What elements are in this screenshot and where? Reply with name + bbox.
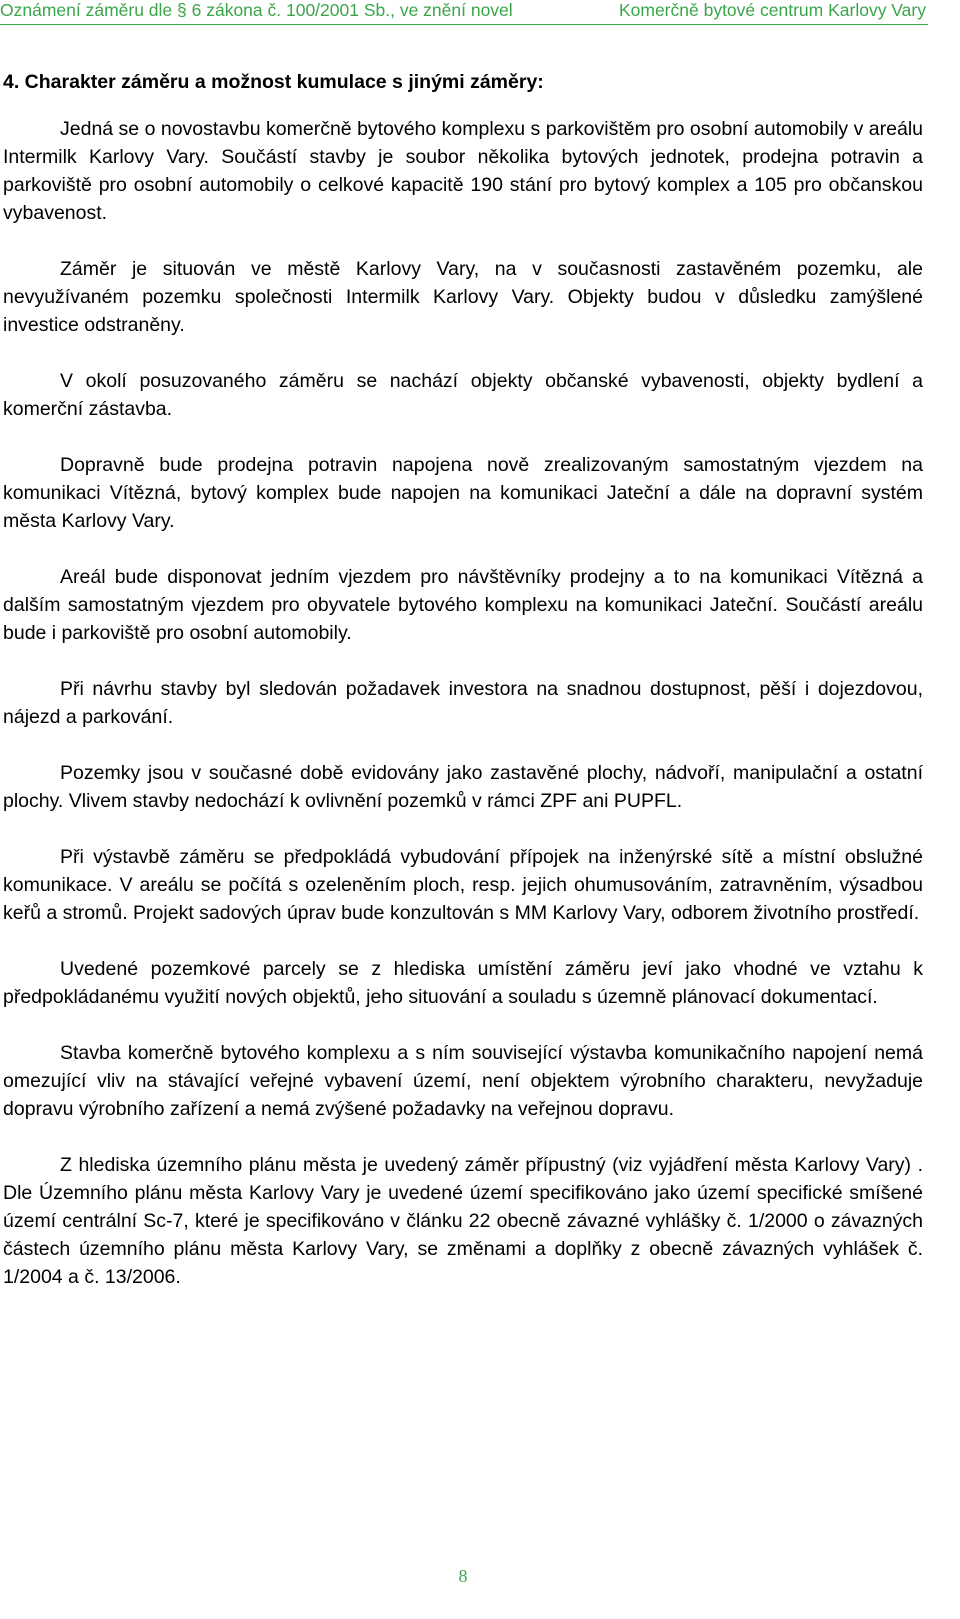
- paragraph: Při výstavbě záměru se předpokládá vybudování přípojek na inženýrské sítě a místní obslužné komunikace. V areálu se počítá s ozeleněním ploch, resp. jejich ohumusováním, zatravněním, výsadbou keřů a stromů. Projekt sadových úprav bude konzultován s MM Karlovy Vary, odborem životního prostředí.: [3, 846, 923, 924]
- paragraph: Stavba komerčně bytového komplexu a s ním související výstavba komunikačního napojení nemá omezující vliv na stávající veřejné vybavení území, není objektem výrobního charakteru, nevyžaduje dopravu výrobního zařízení a nemá zvýšené požadavky na veřejnou dopravu.: [3, 1042, 923, 1120]
- paragraph: Jedná se o novostavbu komerčně bytového komplexu s parkovištěm pro osobní automobily v areálu Intermilk Karlovy Vary. Součástí stavby je soubor několika bytových jednotek, prodejna potravin a parkoviště pro osobní automobily o celkové kapacitě 190 stání pro bytový komplex a 105 pro občanskou vybavenost.: [3, 118, 923, 224]
- paragraph: Uvedené pozemkové parcely se z hlediska umístění záměru jeví jako vhodné ve vztahu k předpokládanému využití nových objektů, jeho situování a souladu s územně plánovací dokumentací.: [3, 958, 923, 1008]
- header-divider: [0, 24, 928, 25]
- paragraph: Z hlediska územního plánu města je uvedený záměr přípustný (viz vyjádření města Karlovy Vary) . Dle Územního plánu města Karlovy Vary je uvedené území specifikováno jako území specifické smíšené území centrální Sc-7, které je specifikováno v článku 22 obecně závazné vyhlášky č. 1/2000 o závazných částech územního plánu města Karlovy Vary, se změnami a doplňky z obecně závazných vyhlášek č. 1/2004 a č. 13/2006.: [3, 1154, 923, 1288]
- header-project-title: Komerčně bytové centrum Karlovy Vary: [618, 0, 926, 20]
- paragraph: Dopravně bude prodejna potravin napojena nově zrealizovaným samostatným vjezdem na komunikaci Vítězná, bytový komplex bude napojen na komunikaci Jateční a dále na dopravní systém města Karlovy Vary.: [3, 454, 923, 532]
- header-document-title: Oznámení záměru dle § 6 zákona č. 100/2001 Sb., ve znění novel: [0, 0, 513, 20]
- paragraph: Areál bude disponovat jedním vjezdem pro návštěvníky prodejny a to na komunikaci Vítězná a dalším samostatným vjezdem pro obyvatele bytového komplexu na komunikaci Jateční. Součástí areálu bude i parkoviště pro osobní automobily.: [3, 566, 923, 644]
- paragraph: Při návrhu stavby byl sledován požadavek investora na snadnou dostupnost, pěší i dojezdovou, nájezd a parkování.: [3, 678, 923, 728]
- paragraph: Záměr je situován ve městě Karlovy Vary, na v současnosti zastavěném pozemku, ale nevyužívaném pozemku společnosti Intermilk Karlovy Vary. Objekty budou v důsledku zamýšlené investice odstraněny.: [3, 258, 923, 336]
- section-heading: 4. Charakter záměru a možnost kumulace s jinými záměry:: [3, 71, 544, 93]
- page-number: 8: [458, 1566, 468, 1586]
- page-header: [0, 0, 926, 24]
- section-body: [3, 115, 923, 1319]
- paragraph: Pozemky jsou v současné době evidovány jako zastavěné plochy, nádvoří, manipulační a ostatní plochy. Vlivem stavby nedochází k ovlivnění pozemků v rámci ZPF ani PUPFL.: [3, 762, 923, 812]
- paragraph: V okolí posuzovaného záměru se nachází objekty občanské vybavenosti, objekty bydlení a komerční zástavba.: [3, 370, 923, 420]
